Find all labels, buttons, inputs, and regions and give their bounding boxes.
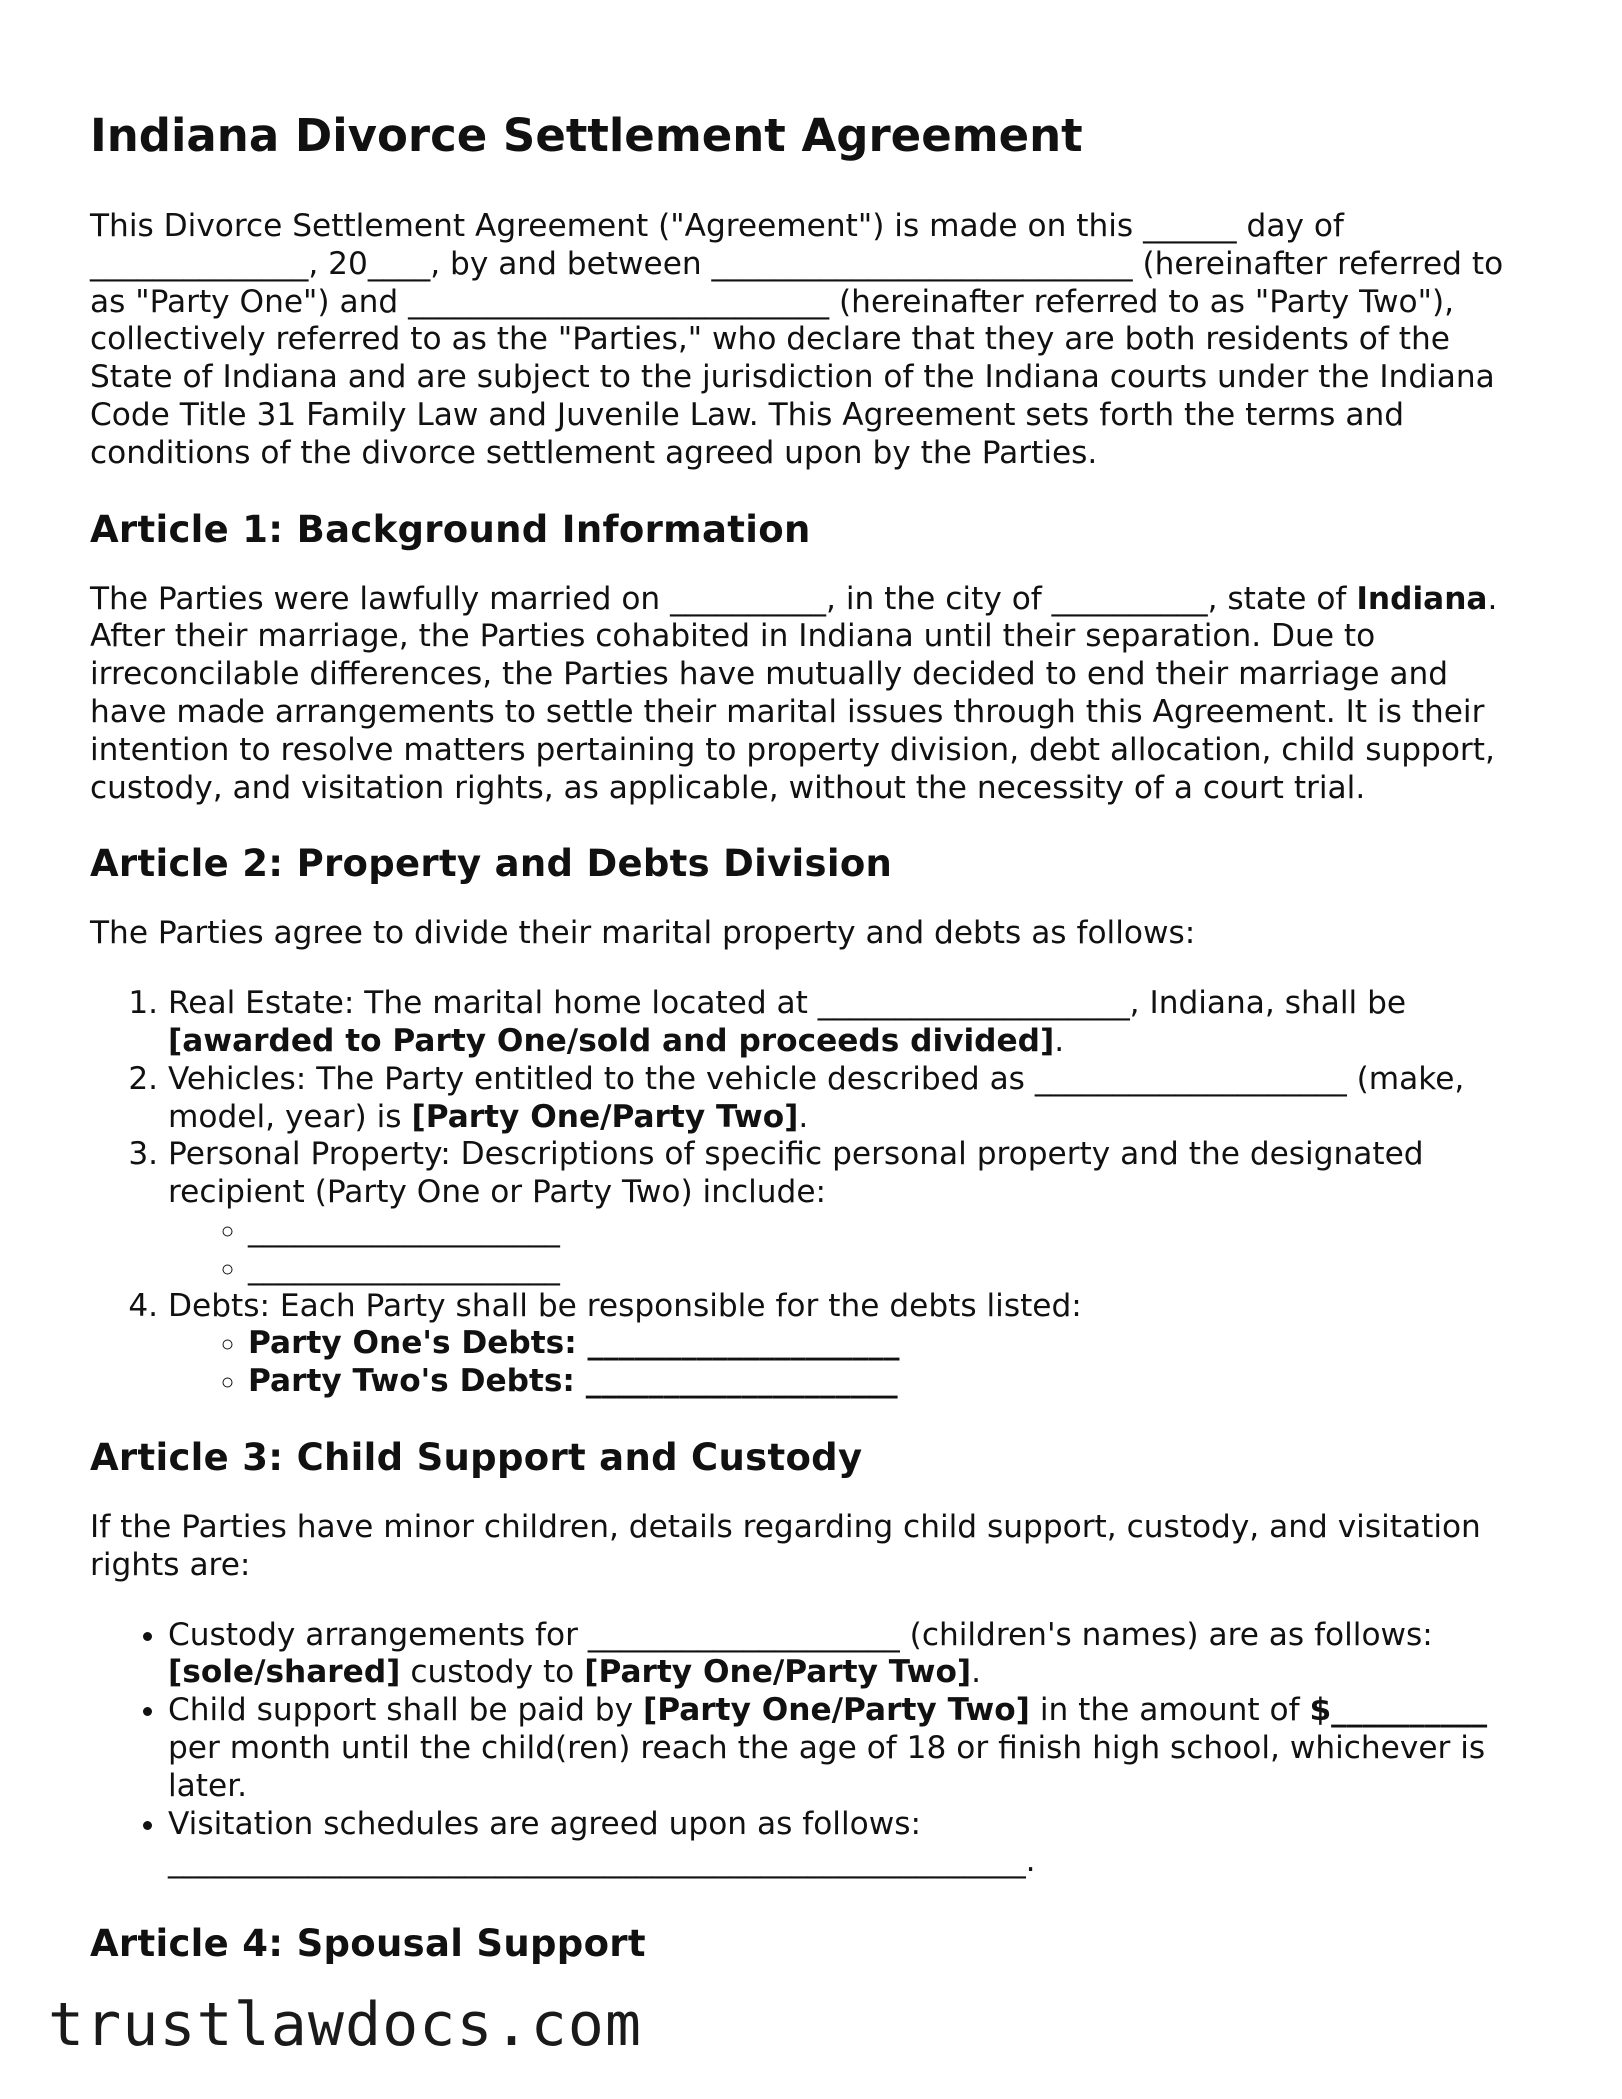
article-2-heading: Article 2: Property and Debts Division bbox=[90, 842, 893, 886]
support-party: [Party One/Party Two] bbox=[642, 1692, 1030, 1729]
custody-mid: custody to bbox=[400, 1654, 585, 1691]
property-list bbox=[90, 985, 1530, 1401]
article-3-intro: If the Parties have minor children, details regarding child support, custody, and visitation rights are: bbox=[90, 1508, 1481, 1583]
real-estate-text: Real Estate: The marital home located at ____________________, Indiana, shall be bbox=[168, 985, 1407, 1022]
intro-paragraph: This Divorce Settlement Agreement ("Agreement") is made on this ______ day of ______________, 20____, by and between ___________________________ (hereinafter referred to as "Party One") and ___________________________ (hereinafter referred to as "Party Two"), collectively referred to as the "Parties," who declare that they are both residents of the State of Indiana and are subject to the jurisdiction of the Indiana courts under the Indiana Code Title 31 Family Law and Juvenile Law. This Agreement sets forth the terms and conditions of the divorce settlement agreed upon by the Parties. bbox=[90, 208, 1504, 471]
article-2-intro: The Parties agree to divide their marital property and debts as follows: bbox=[90, 915, 1196, 952]
custody-party: [Party One/Party Two] bbox=[584, 1654, 972, 1691]
vehicles-text: Vehicles: The Party entitled to the vehicle described as ____________________ (make, model, year) is bbox=[168, 1060, 1465, 1135]
period: . bbox=[971, 1654, 982, 1691]
list-item: ◦ ____________________ bbox=[248, 1250, 1530, 1288]
party-one-debts: Party One's Debts: ____________________ bbox=[248, 1325, 900, 1362]
list-item-custody bbox=[168, 1617, 1530, 1693]
debts-sublist bbox=[168, 1325, 1530, 1401]
custody-type: [sole/shared] bbox=[168, 1654, 401, 1691]
list-item-vehicles bbox=[168, 1061, 1530, 1137]
document-page bbox=[90, 108, 1530, 1995]
support-mid: in the amount of bbox=[1029, 1692, 1310, 1729]
article-1-paragraph bbox=[90, 581, 1530, 808]
child-support-list bbox=[90, 1617, 1530, 1882]
list-item-visitation: • Visitation schedules are agreed upon as follows: _______________________________________________________. bbox=[168, 1806, 1530, 1882]
list-item: ◦ ____________________ bbox=[248, 1212, 1530, 1250]
debts-text: Debts: Each Party shall be responsible for the debts listed: bbox=[168, 1287, 1082, 1324]
article-4-heading: Article 4: Spousal Support bbox=[90, 1922, 646, 1966]
list-item-personal-property bbox=[168, 1136, 1530, 1287]
period: . bbox=[1054, 1022, 1065, 1059]
article-1-text-cont: . After their marriage, the Parties cohabited in Indiana until their separation. Due to irreconcilable differences, the Parties have mutually decided to end their marriage and have made arrangements to settle their marital issues through this Agreement. It is their intention to resolve matters pertaining to property division, debt allocation, child support, custody, and visitation rights, as applicable, without the necessity of a court trial. bbox=[90, 580, 1498, 806]
personal-property-text: Personal Property: Descriptions of specific personal property and the designated recipient (Party One or Party Two) include: bbox=[168, 1136, 1424, 1211]
list-item-real-estate bbox=[168, 985, 1530, 1061]
real-estate-option: [awarded to Party One/sold and proceeds divided] bbox=[168, 1022, 1055, 1059]
watermark: trustlawdocs.com bbox=[48, 1990, 642, 2060]
list-item-child-support bbox=[168, 1692, 1530, 1805]
support-after: per month until the child(ren) reach the age of 18 or finish high school, whichever is later. bbox=[168, 1729, 1486, 1804]
list-item bbox=[248, 1325, 1530, 1363]
list-item bbox=[248, 1363, 1530, 1401]
support-text: Child support shall be paid by bbox=[168, 1692, 643, 1729]
period: . bbox=[798, 1098, 809, 1135]
article-1-heading: Article 1: Background Information bbox=[90, 507, 811, 551]
list-item-debts bbox=[168, 1288, 1530, 1401]
vehicles-option: [Party One/Party Two] bbox=[411, 1098, 799, 1135]
state-name: Indiana bbox=[1356, 580, 1488, 617]
article-1-text: The Parties were lawfully married on __________, in the city of __________, state of bbox=[90, 580, 1357, 617]
article-3-heading: Article 3: Child Support and Custody bbox=[90, 1435, 863, 1479]
party-two-debts: Party Two's Debts: ____________________ bbox=[248, 1363, 898, 1400]
document-title: Indiana Divorce Settlement Agreement bbox=[90, 109, 1083, 162]
custody-text: Custody arrangements for ____________________ (children's names) are as follows: bbox=[168, 1616, 1433, 1653]
personal-property-sublist bbox=[168, 1212, 1530, 1288]
support-amount: $__________ bbox=[1309, 1692, 1488, 1729]
